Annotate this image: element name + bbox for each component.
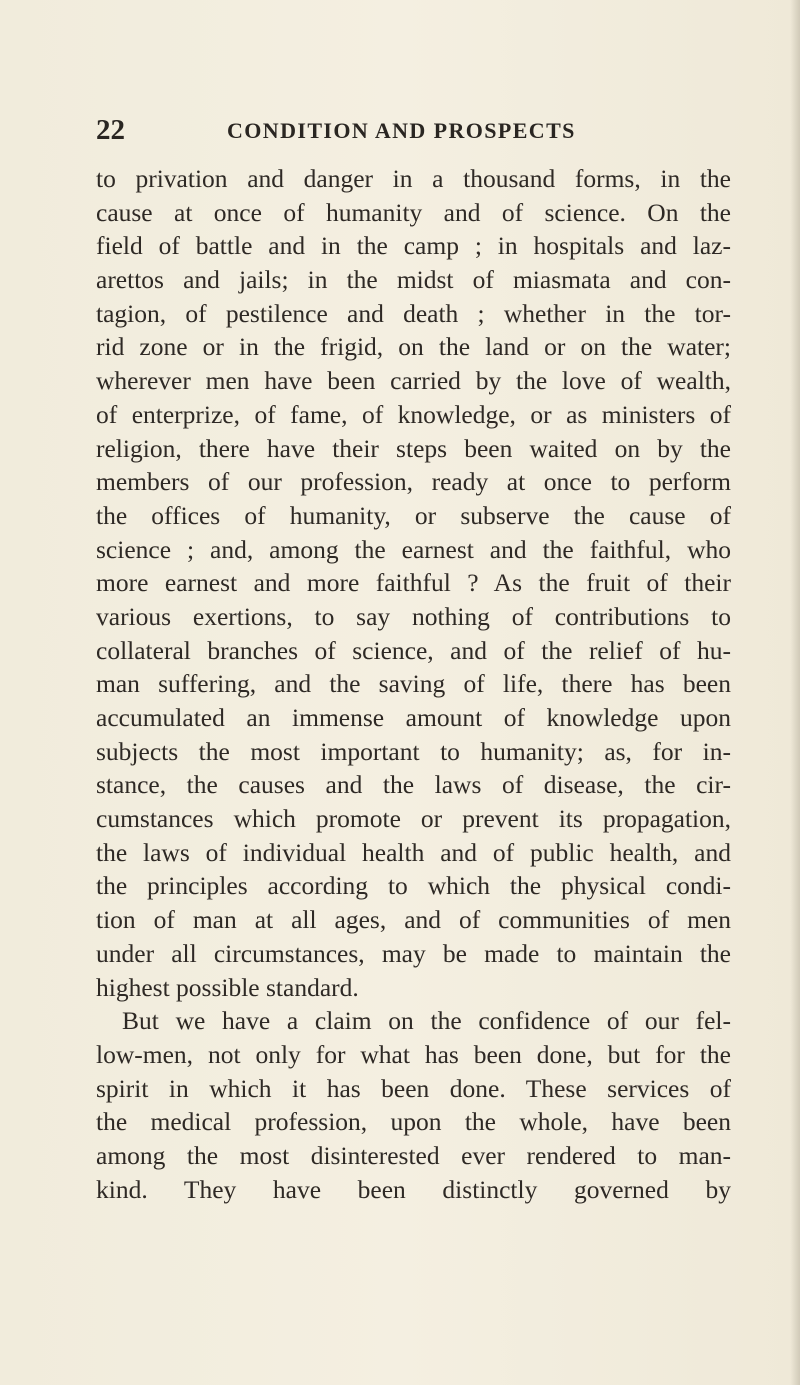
text-line: cause at once of humanity and of science. On the [96,197,731,227]
text-line: the principles according to which the physical condi- [96,871,731,901]
text-line: of enterprize, of fame, of knowledge, or as ministers of [96,399,731,429]
text-line: the medical profession, upon the whole, have been [96,1107,731,1137]
text-line: tagion, of pestilence and death ; whether in the tor- [96,298,731,328]
running-title: CONDITION AND PROSPECTS [227,118,576,143]
text-line: various exertions, to say nothing of contributions to [96,601,731,631]
text-line: the laws of individual health and of public health, and [96,837,731,867]
text-line: field of battle and in the camp ; in hospitals and laz- [96,231,731,261]
text-line: rid zone or in the frigid, on the land or on the water; [96,332,731,362]
text-line: stance, the causes and the laws of disease, the cir- [96,770,731,800]
text-line: under all circumstances, may be made to maintain the [96,938,731,968]
body-text [96,162,731,1206]
text-line: low-men, not only for what has been done, but for the [96,1039,731,1069]
text-line: kind. They have been distinctly governed by [96,1174,731,1204]
text-line: But we have a claim on the confidence of our fel- [122,1006,731,1036]
text-line: the offices of humanity, or subserve the cause of [96,500,731,530]
text-line: highest possible standard. [96,972,359,1002]
text-line: accumulated an immense amount of knowledge upon [96,703,731,732]
text-line: tion of man at all ages, and of communities of men [96,905,731,935]
text-line: among the most disinterested ever rendered to man- [96,1140,731,1170]
text-line: members of our profession, ready at once to perform [96,467,731,497]
running-head [96,113,731,147]
text-line: science ; and, among the earnest and the faithful, who [96,534,731,564]
text-line: man suffering, and the saving of life, there has been [96,669,731,699]
text-line: arettos and jails; in the midst of miasmata and con- [96,265,731,295]
page-number: 22 [96,114,125,146]
text-line: wherever men have been carried by the love of wealth, [96,366,731,396]
page-edge-shadow [790,0,800,1385]
text-line: spirit in which it has been done. These services of [96,1073,731,1103]
text-line: subjects the most important to humanity; as, for in- [96,736,731,766]
text-line: to privation and danger in a thousand forms, in the [96,164,731,193]
text-line: cumstances which promote or prevent its propagation, [96,804,731,834]
text-line: religion, there have their steps been waited on by the [96,433,731,463]
text-line: collateral branches of science, and of the relief of hu- [96,635,731,665]
text-line: more earnest and more faithful ? As the fruit of their [96,568,731,598]
